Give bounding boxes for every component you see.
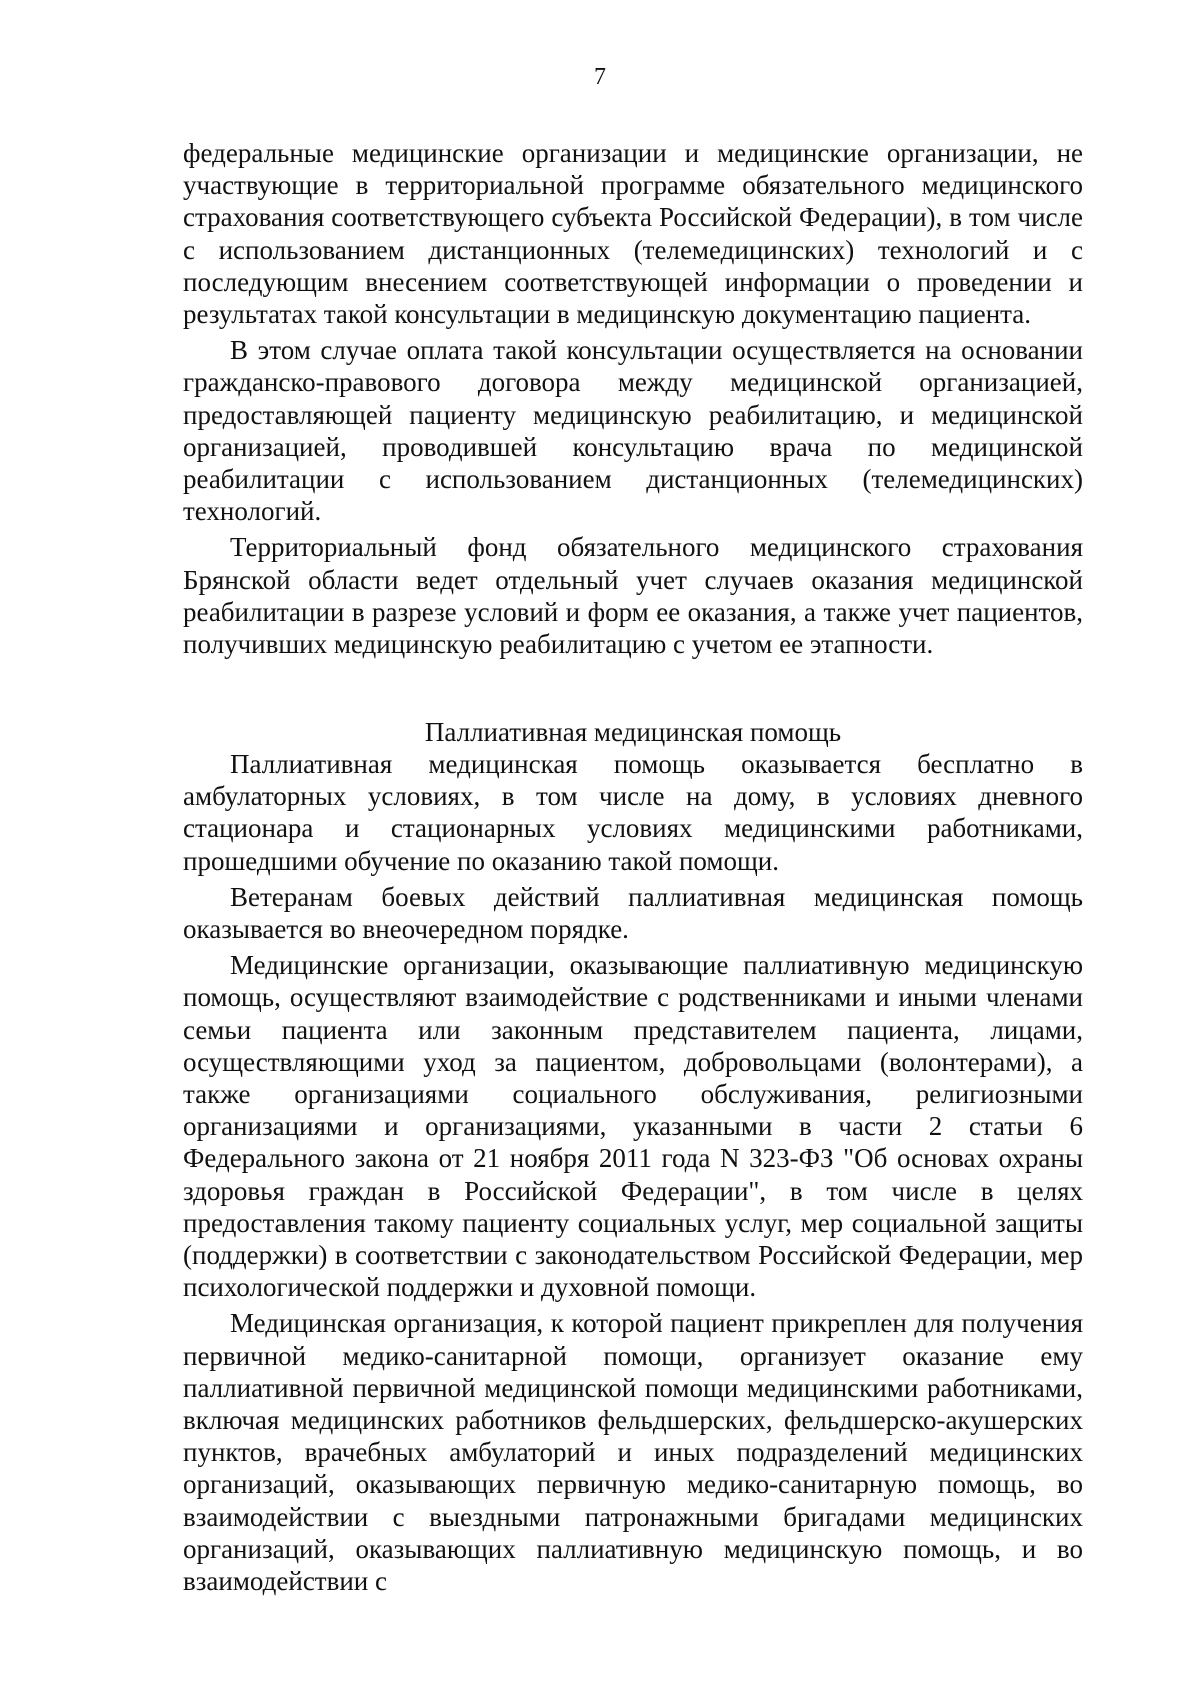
paragraph: Паллиативная медицинская помощь оказывается бесплатно в амбулаторных условиях, в том числе на дому, в условиях дневного стационара и стационарных условиях медицинскими работниками, прошедшими обучение по оказанию такой помощи. <box>183 749 1083 876</box>
paragraph: Ветеранам боевых действий паллиативная медицинская помощь оказывается во внеочередном порядке. <box>183 881 1083 945</box>
section-heading: Паллиативная медицинская помощь <box>424 717 842 747</box>
paragraph: Территориальный фонд обязательного медицинского страхования Брянской области ведет отдельный учет случаев оказания медицинской реабилитации в разрезе условий и форм ее оказания, а также учет пациентов, получивших медицинскую реабилитацию с учетом ее этапности. <box>183 532 1083 660</box>
paragraph: Медицинские организации, оказывающие паллиативную медицинскую помощь, осуществляют взаимодействие с родственниками и иными членами семьи пациента или законным представителем пациента, лицами, осуществляющими уход за пациентом, добровольцами (волонтерами), а также организациями социального обслуживания, религиозными организациями и организациями, указанными в части 2 статьи 6 Федерального закона от 21 ноября 2011 года N 323-ФЗ "Об основах охраны здоровья граждан в Российской Федерации", в том числе в целях предоставления такому пациенту социальных услуг, мер социальной защиты (поддержки) в соответствии с законодательством Российской Федерации, мер психологической поддержки и духовной помощи. <box>183 950 1083 1303</box>
page-number: 7 <box>594 64 606 90</box>
paragraph: В этом случае оплата такой консультации осуществляется на основании гражданско-правового договора между медицинской организацией, предоставляющей пациенту медицинскую реабилитацию, и медицинской организацией, проводившей консультацию врача по медицинской реабилитации с использованием дистанционных (телемедицинских) технологий. <box>183 335 1083 527</box>
text-block-bottom <box>183 748 1083 1597</box>
text-block-top <box>183 137 1083 660</box>
paragraph-continuation: федеральные медицинские организации и медицинские организации, не участвующие в территориальной программе обязательного медицинского страхования соответствующего субъекта Российской Федерации), в том числе с использованием дистанционных (телемедицинских) технологий и с последующим внесением соответствующей информации о проведении и результатах такой консультации в медицинскую документацию пациента. <box>183 138 1083 330</box>
paragraph-continues: Медицинская организация, к которой пациент прикреплен для получения первичной медико-санитарной помощи, организует оказание ему паллиативной первичной медицинской помощи медицинскими работниками, включая медицинских работников фельдшерских, фельдшерско-акушерских пунктов, врачебных амбулаторий и иных подразделений медицинских организаций, оказывающих первичную медико-санитарную помощь, во взаимодействии с выездными патронажными бригадами медицинских организаций, оказывающих паллиативную медицинскую помощь, и во взаимодействии с <box>183 1308 1083 1597</box>
